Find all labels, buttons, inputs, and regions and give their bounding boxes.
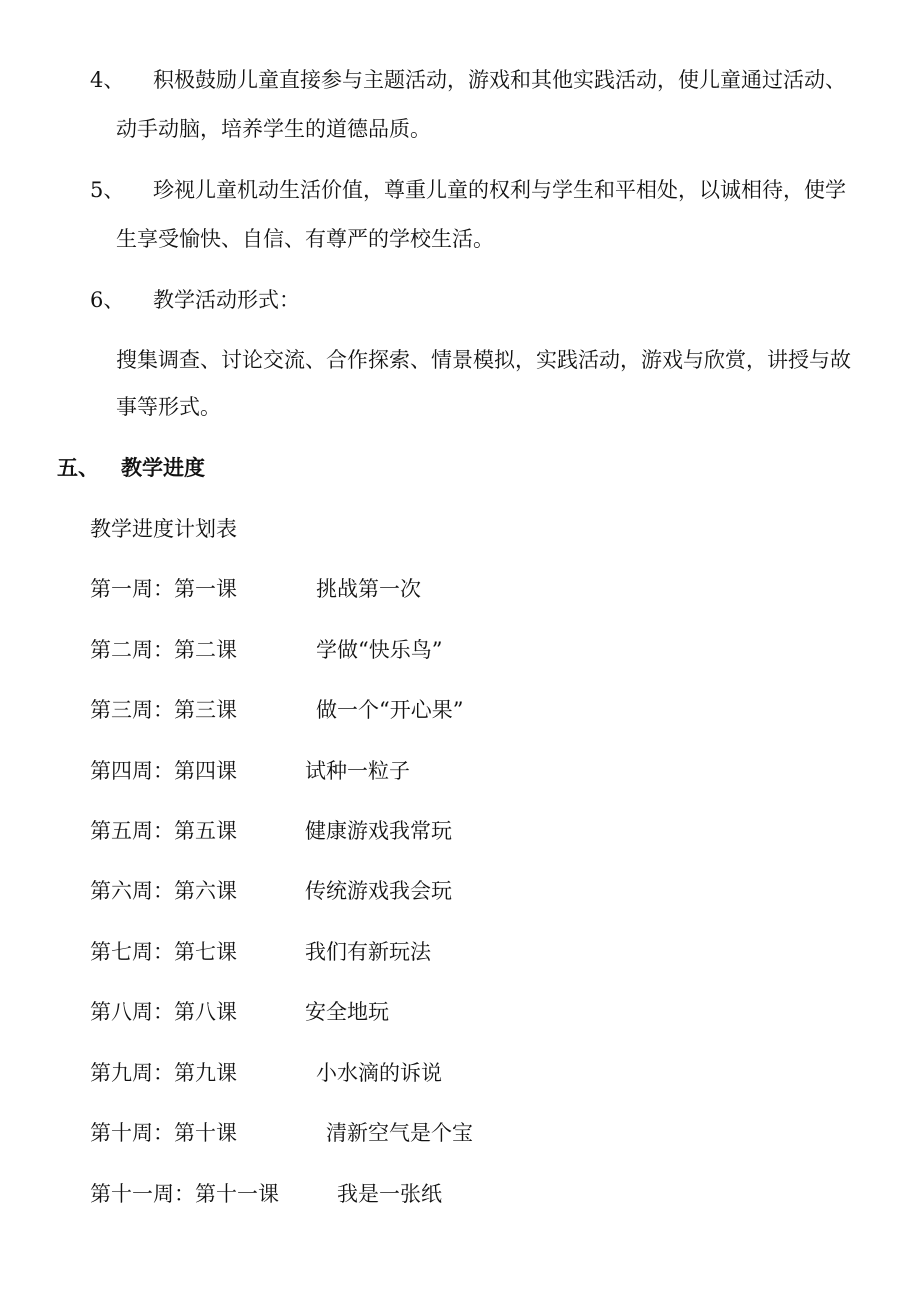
schedule-row-11-week: 第十一周：第十一课 (90, 1182, 279, 1206)
schedule-row-10-week: 第十周：第十课 (90, 1121, 237, 1145)
schedule-row-9-title: 小水滴的诉说 (316, 1061, 442, 1085)
schedule-row-2-title: 学做“快乐鸟” (316, 638, 443, 662)
schedule-row-4-title: 试种一粒子 (305, 759, 410, 783)
item-4-line-2: 动手动脑，培养学生的道德品质。 (116, 117, 431, 141)
schedule-row-11-title: 我是一张纸 (337, 1182, 442, 1206)
schedule-caption: 教学进度计划表 (90, 517, 237, 541)
schedule-row-2-week: 第二周：第二课 (90, 638, 237, 662)
schedule-row-8-week: 第八周：第八课 (90, 1000, 237, 1024)
schedule-row-1-title: 挑战第一次 (316, 577, 421, 601)
item-6-line-1: 教学活动形式： (153, 288, 300, 312)
schedule-row-8-title: 安全地玩 (305, 1000, 389, 1024)
teaching-forms-line-2: 事等形式。 (116, 395, 221, 419)
schedule-row-3-title: 做一个“开心果” (316, 698, 464, 722)
schedule-row-7-title: 我们有新玩法 (305, 940, 431, 964)
schedule-row-3-week: 第三周：第三课 (90, 698, 237, 722)
item-4-line-1: 积极鼓励儿童直接参与主题活动，游戏和其他实践活动，使儿童通过活动、 (153, 68, 846, 92)
item-6-number: 6、 (90, 288, 125, 312)
section-number: 五、 (57, 455, 99, 480)
item-5-line-2: 生享受愉快、自信、有尊严的学校生活。 (116, 227, 494, 251)
schedule-row-5-week: 第五周：第五课 (90, 819, 237, 843)
schedule-row-6-title: 传统游戏我会玩 (305, 879, 452, 903)
schedule-row-6-week: 第六周：第六课 (90, 879, 237, 903)
item-5-line-1: 珍视儿童机动生活价值，尊重儿童的权利与学生和平相处，以诚相待，使学 (153, 178, 846, 202)
schedule-row-1-week: 第一周：第一课 (90, 577, 237, 601)
schedule-row-5-title: 健康游戏我常玩 (305, 819, 452, 843)
item-4-number: 4、 (90, 68, 125, 92)
schedule-row-7-week: 第七周：第七课 (90, 940, 237, 964)
item-5-number: 5、 (90, 178, 125, 202)
teaching-forms-line-1: 搜集调查、讨论交流、合作探索、情景模拟，实践活动，游戏与欣赏，讲授与故 (116, 348, 851, 372)
schedule-row-10-title: 清新空气是个宝 (326, 1121, 473, 1145)
section-title: 教学进度 (121, 455, 205, 480)
schedule-row-9-week: 第九周：第九课 (90, 1061, 237, 1085)
schedule-row-4-week: 第四周：第四课 (90, 759, 237, 783)
